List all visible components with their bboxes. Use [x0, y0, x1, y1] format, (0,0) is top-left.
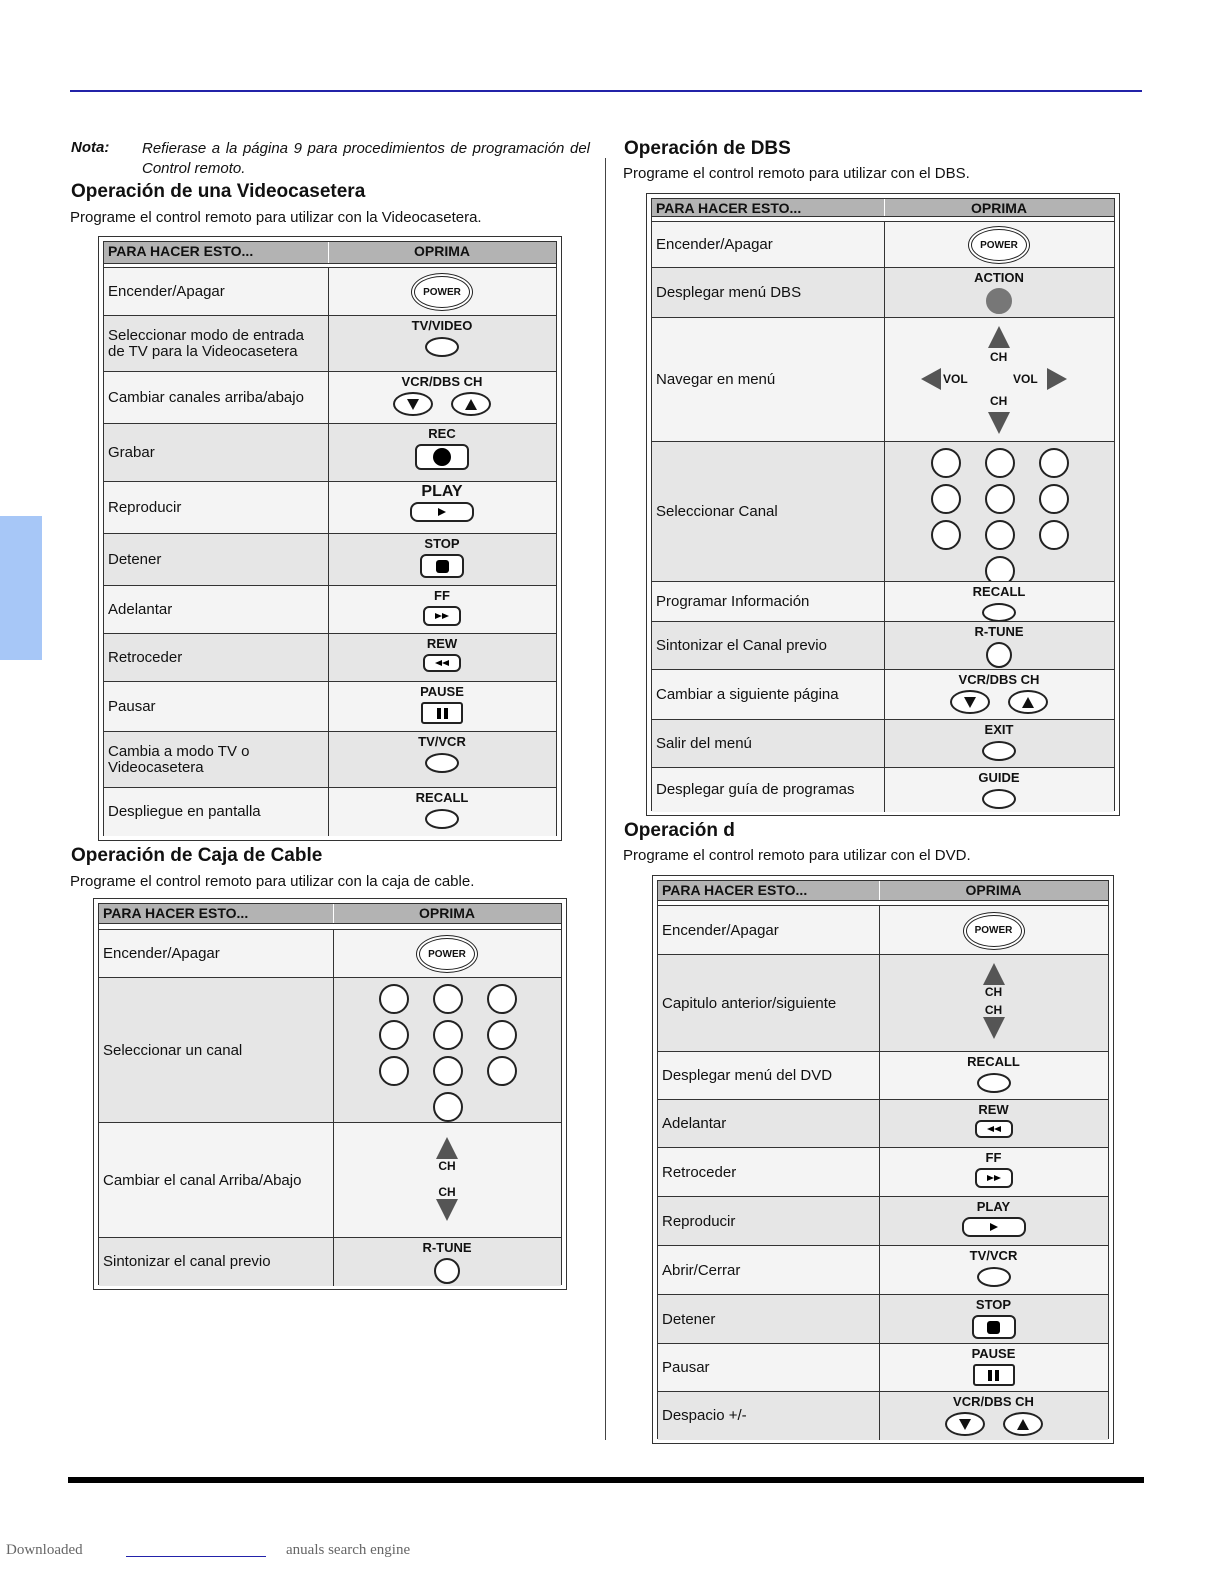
action-text: Sintonizar el Canal previo: [656, 637, 827, 654]
button-label: STOP: [424, 536, 460, 551]
button-label: TV/VCR: [969, 1248, 1018, 1263]
button-label: PAUSE: [971, 1346, 1016, 1361]
button-label: VCR/DBS CH: [958, 672, 1040, 687]
action-text: Navegar en menú: [656, 371, 776, 388]
dbs-table: [646, 193, 1120, 816]
action-text: Seleccionar Canal: [656, 503, 778, 520]
table-row: [658, 1099, 1108, 1148]
button-label: EXIT: [984, 722, 1014, 737]
oval-button-icon: [425, 337, 459, 357]
action-text: Adelantar: [662, 1115, 727, 1132]
button-label: GUIDE: [978, 770, 1020, 785]
table-header: [104, 242, 556, 264]
rewind-icon: [975, 1120, 1013, 1138]
vol-label: VOL: [1013, 372, 1038, 386]
volume-down-icon: [921, 368, 941, 390]
pause-icon: [973, 1364, 1015, 1386]
table-row: [652, 669, 1114, 720]
button-cell: [879, 1246, 1108, 1295]
channel-up-icon: [1003, 1412, 1043, 1436]
table-row: [658, 1147, 1108, 1197]
column-divider: [605, 158, 606, 1440]
button-label: R-TUNE: [974, 624, 1024, 639]
table-row: [652, 621, 1114, 670]
vcr-intro: Programe el control remoto para utilizar con la Videocasetera.: [70, 209, 482, 226]
dbs-intro: Programe el control remoto para utilizar con el DBS.: [623, 165, 970, 182]
table-row: [652, 767, 1114, 812]
channel-down-icon: [988, 412, 1010, 434]
power-button-icon: [968, 226, 1030, 264]
footer-link[interactable]: [126, 1556, 266, 1557]
action-text: Retroceder: [662, 1163, 737, 1181]
oval-button-icon: [977, 1267, 1011, 1287]
stop-icon: [972, 1315, 1016, 1339]
action-text: Adelantar: [108, 601, 173, 618]
action-button-icon: [986, 288, 1012, 314]
action-text: Desplegar menú del DVD: [662, 1067, 833, 1084]
power-icon-text: POWER: [428, 948, 466, 960]
channel-up-icon: [983, 963, 1005, 985]
action-text: Pausar: [108, 698, 156, 715]
button-cell: [879, 1100, 1108, 1148]
button-label: TV/VIDEO: [411, 318, 473, 333]
footer-text-left: Downloaded: [6, 1542, 83, 1558]
header-col-action: PARA HACER ESTO...: [108, 243, 254, 259]
table-row: [104, 585, 556, 634]
header-col-action: PARA HACER ESTO...: [656, 200, 802, 216]
button-cell: [328, 316, 556, 372]
table-row: [104, 633, 556, 682]
oval-button-icon: [425, 809, 459, 829]
table-row: [652, 719, 1114, 768]
button-cell: [884, 222, 1114, 268]
dvd-intro: Programe el control remoto para utilizar con el DVD.: [623, 847, 971, 864]
button-cell: [333, 930, 561, 978]
play-icon: [410, 502, 474, 522]
power-icon-text: POWER: [974, 925, 1013, 936]
fast-forward-icon: [975, 1168, 1013, 1188]
button-label: REW: [426, 636, 458, 651]
button-cell: [328, 424, 556, 482]
button-cell: [328, 732, 556, 788]
action-text: Despliegue en pantalla: [108, 803, 261, 820]
button-label: PLAY: [421, 483, 463, 500]
power-button-icon: [411, 273, 473, 311]
action-text: Detener: [662, 1310, 716, 1328]
ch-label: CH: [438, 1159, 456, 1173]
table-row: [652, 581, 1114, 622]
action-text: Encender/Apagar: [108, 283, 225, 300]
table-row: [104, 315, 556, 372]
button-cell: [328, 788, 556, 836]
number-keypad-icon: [379, 984, 515, 1122]
record-icon: [415, 444, 469, 470]
button-cell: [884, 582, 1114, 622]
button-label: TV/VCR: [418, 734, 466, 749]
power-button-icon: [963, 912, 1025, 950]
button-cell: [884, 670, 1114, 720]
oval-button-icon: [425, 753, 459, 773]
action-text: Pausar: [662, 1359, 710, 1376]
button-label: PAUSE: [420, 684, 464, 699]
button-cell: [884, 442, 1114, 582]
button-cell: [333, 1238, 561, 1286]
section-tab: [0, 516, 42, 660]
button-label: REC: [428, 426, 456, 441]
action-text: Sintonizar el canal previo: [103, 1253, 271, 1270]
fast-forward-icon: [423, 606, 461, 626]
header-col-press: OPRIMA: [419, 905, 475, 921]
table-row: [658, 1294, 1108, 1344]
action-text: Reproducir: [662, 1212, 736, 1230]
table-row: [104, 681, 556, 732]
action-text: Cambiar a siguiente página: [656, 686, 839, 703]
note-label: Nota:: [71, 139, 110, 156]
footer-text-right: anuals search engine: [286, 1542, 411, 1558]
button-label: FF: [434, 588, 450, 603]
button-label: VCR/DBS CH: [401, 374, 483, 389]
button-label: VCR/DBS CH: [953, 1394, 1034, 1409]
ch-label: CH: [984, 985, 1003, 999]
action-text: Abrir/Cerrar: [662, 1261, 741, 1279]
table-row: [104, 787, 556, 836]
action-text: Retroceder: [108, 649, 183, 666]
ch-label: CH: [984, 1003, 1003, 1017]
header-col-action: PARA HACER ESTO...: [662, 882, 808, 898]
play-icon: [962, 1217, 1026, 1237]
vcr-table: [98, 236, 562, 841]
action-text: Despacio +/-: [662, 1407, 747, 1424]
table-row: [652, 221, 1114, 268]
button-cell: [328, 268, 556, 316]
button-label: RECALL: [967, 1054, 1020, 1069]
cable-title: Operación de Caja de Cable: [71, 845, 323, 866]
oval-button-icon: [982, 789, 1016, 809]
note-text: Refierase a la página 9 para procedimientos de programación del Control remoto.: [142, 140, 590, 177]
table-row: [104, 423, 556, 482]
stop-icon: [420, 554, 464, 578]
action-text: Cambiar el canal Arriba/Abajo: [103, 1171, 302, 1189]
table-row: [652, 441, 1114, 582]
button-label: ACTION: [974, 270, 1024, 285]
button-label: RECALL: [972, 584, 1026, 599]
action-text: Encender/Apagar: [656, 236, 773, 253]
button-label: REW: [978, 1102, 1009, 1117]
table-row: [104, 731, 556, 788]
action-text: Cambia a modo TV o Videocasetera: [108, 743, 250, 776]
button-cell: [328, 682, 556, 732]
action-text: Seleccionar un canal: [103, 1041, 243, 1059]
cable-table: [93, 898, 567, 1290]
channel-up-icon: [988, 326, 1010, 348]
button-cell: [328, 372, 556, 424]
ch-label: CH: [990, 350, 1008, 364]
table-row: [658, 1245, 1108, 1295]
channel-up-icon: [451, 392, 491, 416]
button-cell: [328, 586, 556, 634]
vol-label: VOL: [943, 372, 968, 386]
button-cell: [884, 268, 1114, 318]
table-header: [99, 904, 561, 924]
action-text: Salir del menú: [656, 735, 752, 752]
header-col-press: OPRIMA: [971, 200, 1027, 216]
button-cell: [328, 482, 556, 534]
pause-icon: [421, 702, 463, 724]
table-row: [104, 533, 556, 586]
table-row: [99, 1237, 561, 1286]
channel-down-icon: [436, 1199, 458, 1221]
button-cell: [879, 955, 1108, 1052]
action-text: Seleccionar modo de entrada de TV para la Videocasetera: [108, 327, 304, 360]
action-text: Cambiar canales arriba/abajo: [108, 389, 304, 406]
action-text: Detener: [108, 551, 162, 568]
button-label: RECALL: [415, 790, 469, 805]
button-cell: [884, 622, 1114, 670]
round-button-icon: [986, 642, 1012, 668]
channel-up-icon: [1008, 690, 1048, 714]
oval-button-icon: [982, 603, 1016, 622]
button-cell: [884, 720, 1114, 768]
button-cell: [879, 906, 1108, 955]
header-col-press: OPRIMA: [414, 243, 470, 259]
dvd-table: [652, 875, 1114, 1444]
button-cell: [884, 768, 1114, 812]
table-row: [658, 1051, 1108, 1100]
button-cell: [328, 634, 556, 682]
ch-label: CH: [438, 1185, 456, 1199]
table-row: [104, 481, 556, 534]
oval-button-icon: [977, 1073, 1011, 1093]
power-icon-text: POWER: [980, 239, 1018, 251]
action-text: Capitulo anterior/siguiente: [662, 994, 837, 1012]
rewind-icon: [423, 654, 461, 672]
table-row: [104, 371, 556, 424]
action-text: Encender/Apagar: [662, 921, 779, 939]
button-cell: [879, 1052, 1108, 1100]
table-row: [652, 317, 1114, 442]
button-label: FF: [985, 1150, 1002, 1165]
channel-down-icon: [950, 690, 990, 714]
power-button-icon: [416, 935, 478, 973]
button-label: STOP: [975, 1297, 1012, 1312]
table-row: [658, 1391, 1108, 1440]
button-cell: [879, 1148, 1108, 1197]
table-row: [104, 267, 556, 316]
ch-label: CH: [990, 394, 1008, 408]
button-label: PLAY: [976, 1199, 1011, 1214]
round-button-icon: [434, 1258, 460, 1284]
button-cell: [879, 1295, 1108, 1344]
header-rule: [70, 90, 1142, 92]
action-text: Reproducir: [108, 499, 182, 516]
vcr-title: Operación de una Videocasetera: [71, 181, 366, 202]
table-row: [658, 954, 1108, 1052]
table-header: [658, 881, 1108, 901]
action-text: Programar Información: [656, 593, 810, 610]
table-row: [652, 267, 1114, 318]
button-cell: [333, 1123, 561, 1238]
channel-down-icon: [945, 1412, 985, 1436]
header-col-action: PARA HACER ESTO...: [103, 905, 249, 921]
channel-down-icon: [393, 392, 433, 416]
button-cell: [333, 978, 561, 1123]
dbs-title: Operación de DBS: [624, 138, 791, 159]
table-header: [652, 199, 1114, 217]
power-icon-text: POWER: [423, 286, 461, 298]
volume-up-icon: [1047, 368, 1067, 390]
action-text: Desplegar menú DBS: [656, 284, 802, 301]
action-text: Encender/Apagar: [103, 945, 220, 962]
number-keypad-icon: [931, 448, 1067, 586]
channel-down-icon: [983, 1017, 1005, 1039]
button-cell: [879, 1197, 1108, 1246]
cable-intro: Programe el control remoto para utilizar con la caja de cable.: [70, 873, 475, 890]
footer-rule: [68, 1477, 1144, 1483]
channel-up-icon: [436, 1137, 458, 1159]
button-cell: [879, 1344, 1108, 1392]
table-row: [658, 905, 1108, 955]
button-cell: [884, 318, 1114, 442]
dvd-title: Operación d: [624, 820, 735, 841]
button-cell: [328, 534, 556, 586]
table-row: [99, 1122, 561, 1238]
oval-button-icon: [982, 741, 1016, 761]
action-text: Grabar: [108, 444, 155, 461]
table-row: [99, 929, 561, 978]
button-label: R-TUNE: [422, 1240, 472, 1255]
table-row: [658, 1343, 1108, 1392]
table-row: [99, 977, 561, 1123]
action-text: Desplegar guía de programas: [656, 781, 855, 798]
table-row: [658, 1196, 1108, 1246]
header-col-press: OPRIMA: [965, 882, 1022, 898]
button-cell: [879, 1392, 1108, 1440]
